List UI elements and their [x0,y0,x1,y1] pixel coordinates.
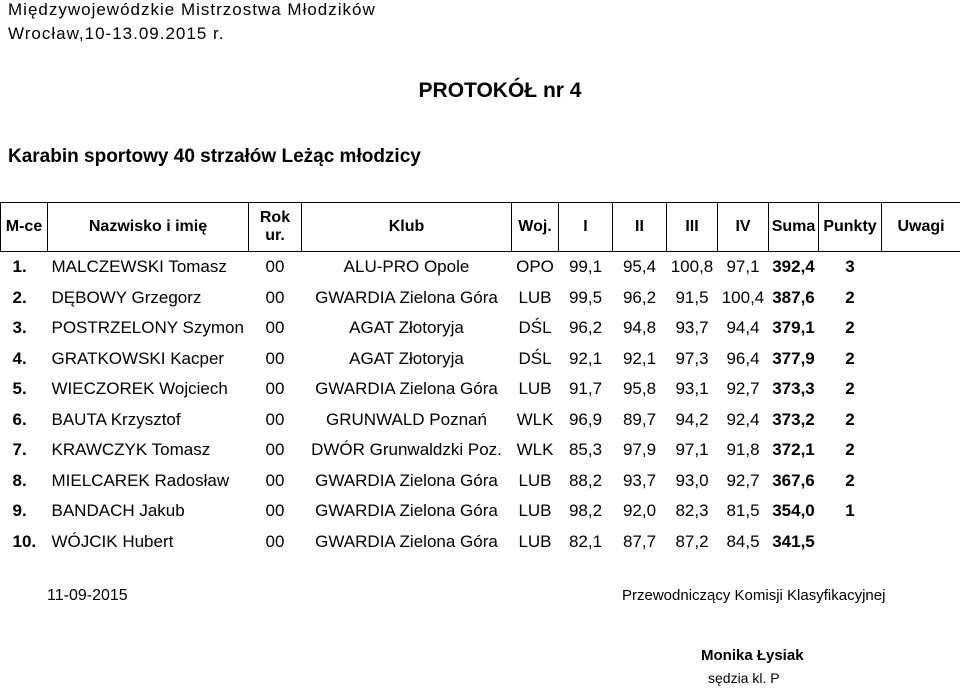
col-year-header: Rok ur. [249,203,302,252]
cell-year: 00 [265,531,285,551]
cell-notes [882,527,960,558]
cell-series-2: 95,8 [622,379,657,399]
cell-sum: 379,1 [772,318,815,338]
col-s2-header: II [613,203,667,252]
cell-points: 2 [845,409,855,429]
cell-place: 9. [12,501,27,521]
table-row [1,313,960,344]
col-s1-header: I [559,203,613,252]
cell-club: GRUNWALD Poznań [326,409,487,429]
table-row [1,466,960,497]
cell-series-2: 93,7 [622,470,657,490]
cell-sum: 367,6 [772,470,815,490]
cell-points: 2 [845,379,855,399]
cell-series-4: 91,8 [726,440,760,460]
cell-sum: 372,1 [772,440,815,460]
cell-series-3: 93,0 [675,470,709,490]
cell-series-1: 96,2 [568,318,603,338]
cell-series-3: 94,2 [675,409,709,429]
cell-series-2: 94,8 [622,318,657,338]
cell-sum: 373,2 [772,409,815,429]
committee-chair-label: Przewodniczący Komisji Klasyfikacyjnej [622,587,886,604]
cell-year: 00 [265,409,285,429]
cell-place: 6. [12,409,27,429]
cell-year: 00 [265,379,285,399]
cell-club: GWARDIA Zielona Góra [315,501,498,521]
table-row [1,283,960,314]
cell-sum: 387,6 [772,287,815,307]
col-name-header: Nazwisko i imię [48,203,249,252]
cell-points: 2 [845,287,855,307]
cell-series-1: 91,7 [568,379,603,399]
cell-name: MIELCAREK Radosław [51,470,230,490]
cell-notes [882,283,960,314]
cell-series-1: 92,1 [568,348,603,368]
table-row [1,496,960,527]
col-sum-header: Suma [769,203,819,252]
cell-sum: 341,5 [772,531,815,551]
cell-name: MALCZEWSKI Tomasz [51,257,227,277]
cell-place: 3. [12,318,27,338]
competition-name: Karabin sportowy 40 strzałów Leżąc młodzicy [8,146,421,167]
cell-club: GWARDIA Zielona Góra [315,470,498,490]
cell-series-3: 93,1 [675,379,709,399]
event-name: Międzywojewódzkie Mistrzostwa Młodzików [8,0,376,19]
cell-notes [882,252,960,283]
results-table [0,202,960,557]
cell-sum: 377,9 [772,348,815,368]
cell-series-4: 81,5 [726,501,760,521]
cell-series-4: 96,4 [726,348,760,368]
cell-woj: OPO [516,257,554,277]
table-row [1,344,960,375]
cell-club: ALU-PRO Opole [343,257,470,277]
cell-series-1: 98,2 [568,501,603,521]
cell-name: WÓJCIK Hubert [51,531,174,551]
cell-woj: WLK [516,409,554,429]
cell-name: DĘBOWY Grzegorz [51,287,202,307]
cell-club: GWARDIA Zielona Góra [315,287,498,307]
table-row [1,527,960,558]
cell-series-4: 94,4 [726,318,760,338]
cell-place: 4. [12,348,27,368]
col-woj-header: Woj. [512,203,559,252]
event-place-date: Wrocław,10-13.09.2015 r. [8,24,225,43]
cell-series-4: 84,5 [726,531,760,551]
cell-series-3: 97,1 [675,440,709,460]
cell-series-3: 97,3 [675,348,709,368]
cell-series-3: 87,2 [675,531,709,551]
protocol-date: 11-09-2015 [47,587,128,604]
cell-points [819,527,882,558]
cell-year: 00 [265,287,285,307]
cell-notes [882,313,960,344]
cell-points: 1 [845,501,855,521]
cell-woj: LUB [518,470,552,490]
cell-year: 00 [265,257,285,277]
cell-series-2: 97,9 [622,440,657,460]
cell-series-4: 97,1 [726,257,760,277]
cell-series-4: 92,7 [726,379,760,399]
table-row [1,252,960,283]
judge-name: Monika Łysiak [701,647,804,664]
cell-year: 00 [265,470,285,490]
cell-series-2: 92,0 [622,501,657,521]
cell-name: GRATKOWSKI Kacper [51,348,225,368]
cell-year: 00 [265,318,285,338]
cell-series-1: 99,1 [568,257,603,277]
cell-notes [882,405,960,436]
cell-place: 8. [12,470,27,490]
cell-points: 2 [845,348,855,368]
cell-woj: LUB [518,379,552,399]
cell-name: KRAWCZYK Tomasz [51,440,211,460]
cell-club: AGAT Złotoryja [349,318,464,338]
cell-series-1: 96,9 [568,409,603,429]
cell-woj: DŚL [518,318,552,338]
cell-woj: LUB [518,287,552,307]
cell-woj: LUB [518,501,552,521]
cell-name: BAUTA Krzysztof [51,409,181,429]
cell-name: POSTRZELONY Szymon [51,318,244,338]
cell-series-4: 92,7 [726,470,760,490]
cell-place: 1. [12,257,27,277]
table-row [1,405,960,436]
cell-place: 5. [12,379,27,399]
cell-club: DWÓR Grunwaldzki Poz. [311,440,502,460]
col-notes-header: Uwagi [882,203,960,252]
cell-series-3: 93,7 [675,318,709,338]
cell-series-2: 96,2 [622,287,657,307]
cell-series-4: 100,4 [721,287,765,307]
col-points-header: Punkty [819,203,882,252]
cell-series-1: 85,3 [568,440,603,460]
cell-sum: 354,0 [772,501,815,521]
cell-notes [882,435,960,466]
col-place-header: M-ce [1,203,48,252]
table-row [1,435,960,466]
cell-series-3: 82,3 [675,501,709,521]
col-s4-header: IV [718,203,769,252]
cell-place: 10. [12,531,37,551]
cell-series-1: 82,1 [568,531,603,551]
cell-year: 00 [265,440,285,460]
cell-series-2: 95,4 [622,257,657,277]
table-row [1,374,960,405]
cell-notes [882,496,960,527]
cell-name: BANDACH Jakub [51,501,185,521]
cell-notes [882,344,960,375]
cell-points: 2 [845,318,855,338]
header-row [1,203,960,252]
cell-club: GWARDIA Zielona Góra [315,531,498,551]
cell-points: 2 [845,470,855,490]
cell-notes [882,374,960,405]
cell-place: 2. [12,287,27,307]
cell-woj: LUB [518,531,552,551]
cell-club: GWARDIA Zielona Góra [315,379,498,399]
cell-woj: WLK [516,440,554,460]
col-s3-header: III [667,203,718,252]
cell-club: AGAT Złotoryja [349,348,464,368]
protocol-title: PROTOKÓŁ nr 4 [418,79,582,102]
cell-series-1: 88,2 [568,470,603,490]
col-club-header: Klub [302,203,512,252]
cell-series-3: 91,5 [675,287,709,307]
cell-sum: 373,3 [772,379,815,399]
cell-place: 7. [12,440,27,460]
cell-year: 00 [265,501,285,521]
cell-name: WIECZOREK Wojciech [51,379,228,399]
cell-year: 00 [265,348,285,368]
cell-points: 2 [845,440,855,460]
cell-series-2: 89,7 [622,409,657,429]
cell-woj: DŚL [518,348,552,368]
cell-series-1: 99,5 [568,287,603,307]
cell-series-2: 87,7 [622,531,657,551]
cell-notes [882,466,960,497]
cell-sum: 392,4 [772,257,815,277]
cell-series-4: 92,4 [726,409,760,429]
cell-series-2: 92,1 [622,348,657,368]
judge-rank: sędzia kl. P [708,670,780,686]
cell-series-3: 100,8 [670,257,714,277]
cell-points: 3 [845,257,855,277]
